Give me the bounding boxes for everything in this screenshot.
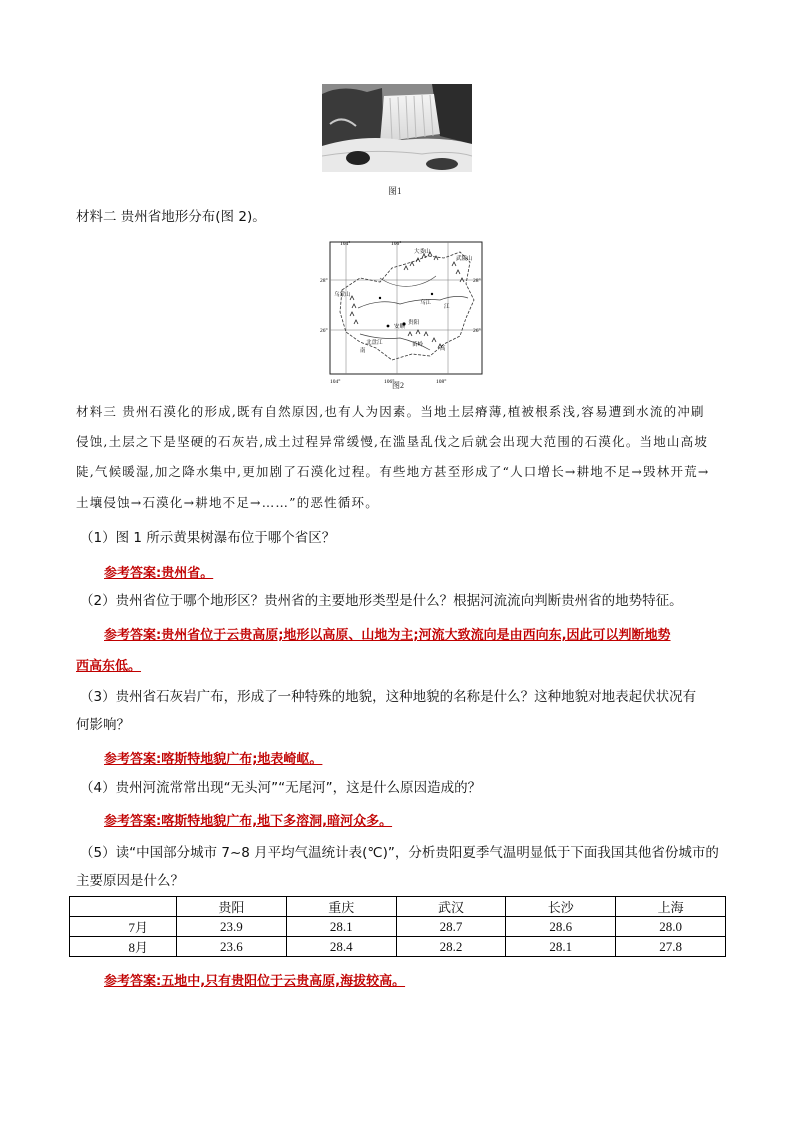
table-header-cell: 长沙 bbox=[506, 897, 616, 917]
material3-line-2: 侵蚀,土层之下是坚硬的石灰岩,成土过程异常缓慢,在滥垦乱伐之后就会出现大范围的石漠化。当地山高坡 bbox=[76, 434, 709, 449]
table-cell: 27.8 bbox=[616, 937, 726, 957]
place-jiang: 江 bbox=[444, 304, 450, 310]
place-wulingshan: 武陵山 bbox=[456, 256, 473, 262]
table-cell: 28.0 bbox=[616, 917, 726, 937]
figure1-caption: 图1 bbox=[388, 186, 402, 196]
lat-label-26: 26° bbox=[320, 328, 328, 334]
table-cell: 28.4 bbox=[286, 937, 396, 957]
material3-line-3: 陡,气候暖湿,加之降水集中,更加剧了石漠化过程。有些地方甚至形成了“人口增长→耕地不足→毁林开荒→ bbox=[76, 464, 710, 479]
table-header-row bbox=[70, 897, 726, 917]
question-2: （2）贵州省位于哪个地形区？贵州省的主要地形类型是什么？根据河流流向判断贵州省的地势特征。 bbox=[80, 593, 683, 609]
answer-1: 参考答案:贵州省。 bbox=[104, 566, 214, 581]
question-4: （4）贵州河流常常出现“无头河”“无尾河”，这是什么原因造成的？ bbox=[80, 780, 482, 796]
lon-label-104-top: 104° bbox=[340, 241, 351, 247]
question-5-line-1: （5）读“中国部分城市 7~8 月平均气温统计表(℃)”，分析贵阳夏季气温明显低于下面我国其他省份城市的 bbox=[80, 845, 719, 861]
lat-label-28-right: 28° bbox=[473, 278, 481, 284]
table-header-cell bbox=[70, 897, 177, 917]
table-header-cell: 重庆 bbox=[286, 897, 396, 917]
table-cell: 28.1 bbox=[286, 917, 396, 937]
place-beipanjiang: 北盘江 bbox=[366, 340, 383, 346]
lat-label-28: 28° bbox=[320, 278, 328, 284]
place-miaoling: 苗岭 bbox=[412, 342, 424, 348]
answer-2-line-1: 参考答案:贵州省位于云贵高原;地形以高原、山地为主;河流大致流向是由西向东,因此可以判断地势 bbox=[104, 628, 671, 643]
table-cell: 28.6 bbox=[506, 917, 616, 937]
place-gao: 高 bbox=[440, 346, 446, 352]
table-cell: 23.9 bbox=[177, 917, 287, 937]
answer-4: 参考答案:喀斯特地貌广布,地下多溶洞,暗河众多。 bbox=[104, 814, 393, 829]
place-anshun: 安顺 bbox=[394, 324, 406, 330]
answer-5: 参考答案:五地中,只有贵阳位于云贵高原,海拔较高。 bbox=[104, 974, 406, 989]
figure2-caption: 图2 bbox=[392, 381, 404, 390]
place-wumengshan: 乌蒙山 bbox=[334, 292, 351, 298]
place-guiyang: 贵阳 bbox=[408, 320, 420, 326]
answer-2-line-2: 西高东低。 bbox=[76, 659, 142, 674]
table-cell: 28.7 bbox=[396, 917, 506, 937]
place-nan: 南 bbox=[360, 348, 366, 354]
table-row-label: 8月 bbox=[70, 937, 177, 957]
table-cell: 28.1 bbox=[506, 937, 616, 957]
table-cell: 23.6 bbox=[177, 937, 287, 957]
table-row-label: 7月 bbox=[70, 917, 177, 937]
material3-line-4: 土壤侵蚀→石漠化→耕地不足→……”的恶性循环。 bbox=[76, 495, 379, 510]
question-5-line-2: 主要原因是什么？ bbox=[76, 873, 184, 889]
guizhou-terrain-map bbox=[320, 238, 486, 388]
lat-label-26-right: 26° bbox=[473, 328, 481, 334]
table-header-cell: 贵阳 bbox=[177, 897, 287, 917]
table-header-cell: 上海 bbox=[616, 897, 726, 917]
table-header-cell: 武汉 bbox=[396, 897, 506, 917]
material2-text: 材料二 贵州省地形分布(图 2)。 bbox=[76, 209, 266, 225]
question-3-line-2: 何影响？ bbox=[76, 717, 130, 733]
question-1: （1）图 1 所示黄果树瀑布位于哪个省区？ bbox=[80, 530, 336, 546]
waterfall-photo bbox=[322, 84, 472, 172]
place-daloushan: 大娄山 bbox=[414, 249, 431, 255]
temperature-table bbox=[69, 896, 726, 957]
lon-label-104: 104° bbox=[330, 379, 341, 385]
place-wujiang: 乌江 bbox=[420, 300, 432, 306]
lon-label-106-top: 106° bbox=[391, 241, 402, 247]
lon-label-108: 108° bbox=[436, 379, 447, 385]
answer-3: 参考答案:喀斯特地貌广布;地表崎岖。 bbox=[104, 752, 323, 767]
table-cell: 28.2 bbox=[396, 937, 506, 957]
table-row bbox=[70, 917, 726, 937]
table-row bbox=[70, 937, 726, 957]
lon-label-106: 106° bbox=[384, 379, 395, 385]
material3-line-1: 材料三 贵州石漠化的形成,既有自然原因,也有人为因素。当地土层瘠薄,植被根系浅,容易遭到水流的冲刷 bbox=[76, 404, 705, 419]
question-3-line-1: （3）贵州省石灰岩广布，形成了一种特殊的地貌，这种地貌的名称是什么？这种地貌对地表起伏状况有 bbox=[80, 689, 697, 705]
